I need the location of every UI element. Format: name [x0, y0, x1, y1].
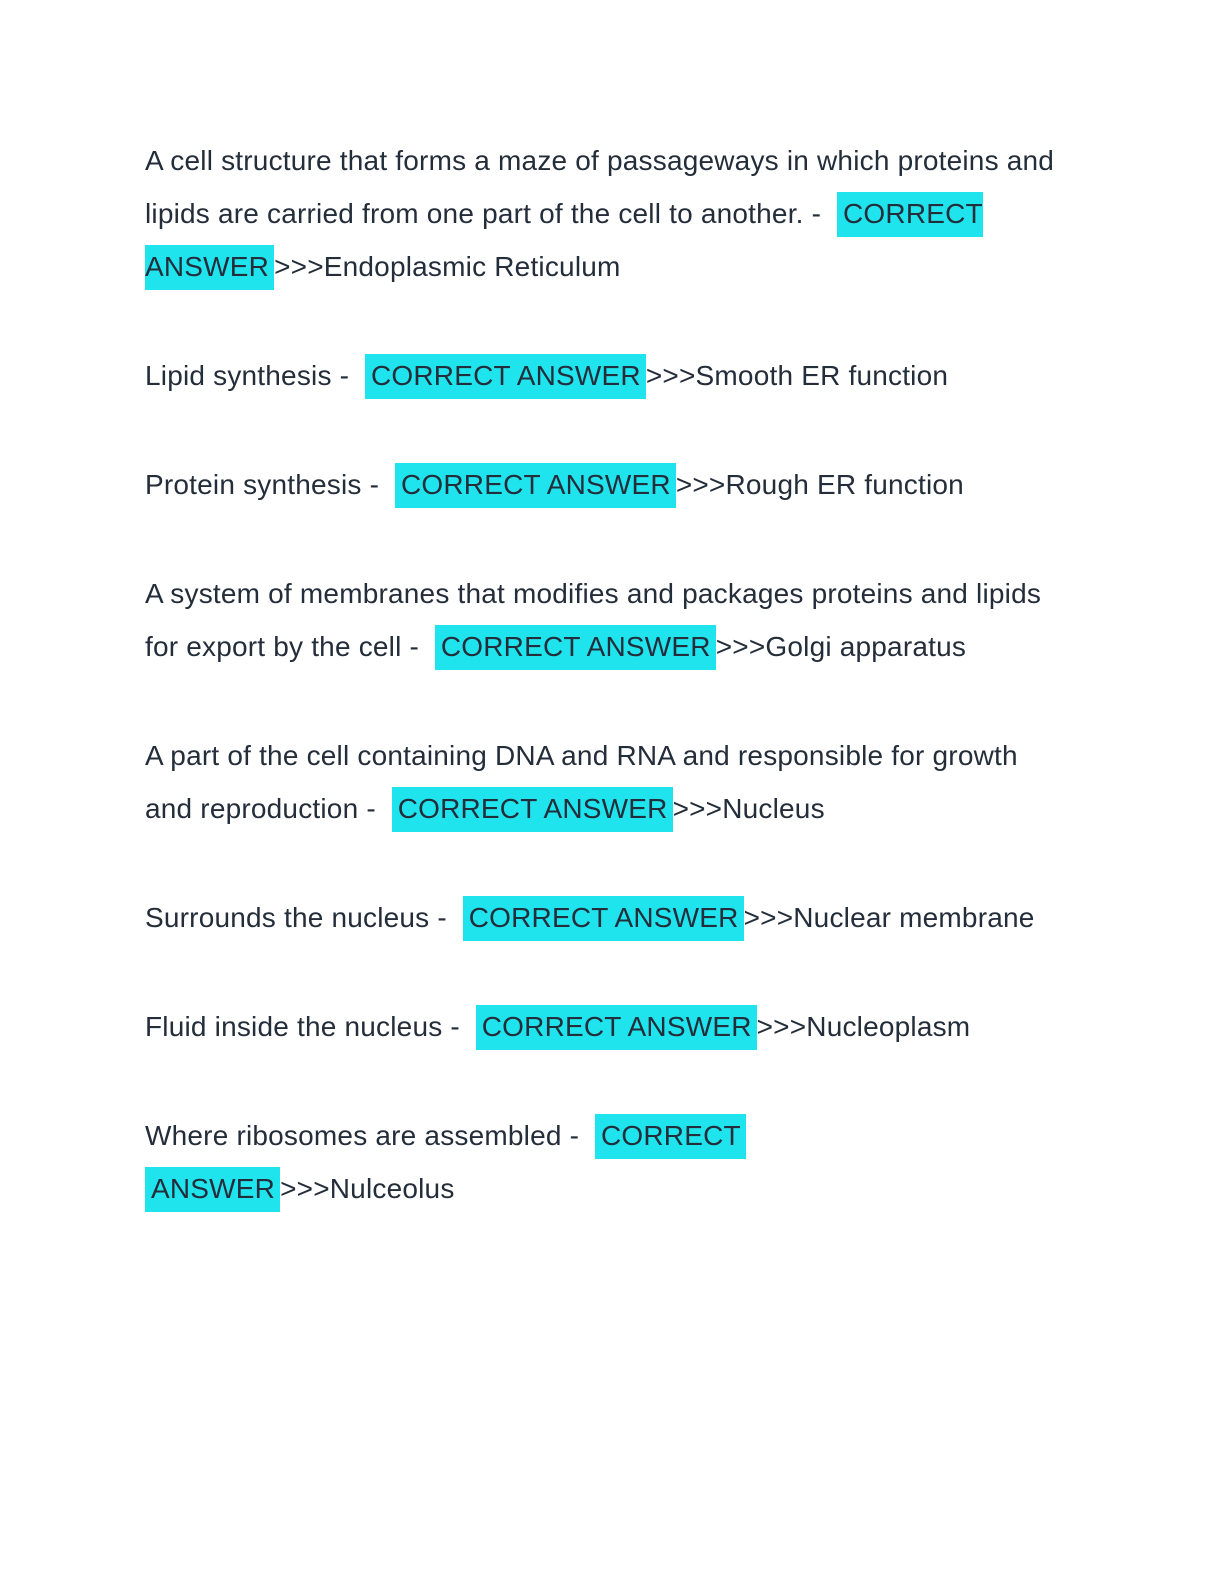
qa-item-5: [145, 729, 1061, 835]
answer-text: Nucleoplasm: [806, 1011, 971, 1042]
qa-item-6: [145, 891, 1061, 944]
qa-item-1: [145, 134, 1061, 293]
dash: -: [569, 1120, 580, 1151]
correct-answer-highlight: CORRECT ANSWER: [145, 192, 983, 290]
answer-text: Nulceolus: [329, 1173, 455, 1204]
dash: -: [366, 793, 376, 824]
correct-answer-highlight: CORRECT ANSWER: [395, 463, 676, 508]
question-text: A system of membranes that modifies and packages proteins and lipids for export by the cell: [145, 578, 1042, 662]
qa-item-4: [145, 567, 1061, 673]
answer-text: Smooth ER function: [695, 360, 949, 391]
dash: -: [369, 469, 380, 500]
separator-arrows: >>>: [675, 469, 726, 500]
correct-answer-highlight: CORRECT ANSWER: [392, 787, 673, 832]
qa-item-2: [145, 349, 1061, 402]
question-text: Where ribosomes are assembled: [145, 1120, 562, 1151]
question-text: Fluid inside the nucleus: [145, 1011, 443, 1042]
correct-answer-highlight: CORRECT: [595, 1114, 746, 1159]
correct-answer-highlight: CORRECT ANSWER: [365, 354, 646, 399]
answer-text: Golgi apparatus: [765, 631, 967, 662]
question-text: Lipid synthesis: [145, 360, 332, 391]
answer-text: Nuclear membrane: [793, 902, 1035, 933]
question-text: Protein synthesis: [145, 469, 362, 500]
separator-arrows: >>>: [672, 793, 723, 824]
answer-text: Nucleus: [722, 793, 825, 824]
dash: -: [811, 198, 822, 229]
dash: -: [437, 902, 447, 933]
dash: -: [339, 360, 350, 391]
answer-text: Rough ER function: [725, 469, 964, 500]
question-text: Surrounds the nucleus: [145, 902, 430, 933]
correct-answer-highlight: CORRECT ANSWER: [476, 1005, 757, 1050]
separator-arrows: >>>: [756, 1011, 807, 1042]
separator-arrows: >>>: [743, 902, 794, 933]
dash: -: [450, 1011, 460, 1042]
separator-arrows: >>>: [280, 1173, 330, 1204]
qa-item-8: [145, 1109, 1061, 1215]
separator-arrows: >>>: [715, 631, 766, 662]
qa-item-3: [145, 458, 1061, 511]
question-text: A part of the cell containing DNA and RNA and responsible for growth and reproduction: [145, 740, 1018, 824]
qa-item-7: [145, 1000, 1061, 1053]
correct-answer-highlight: CORRECT ANSWER: [463, 896, 744, 941]
correct-answer-highlight: ANSWER: [145, 1167, 280, 1212]
dash: -: [409, 631, 420, 662]
separator-arrows: >>>: [645, 360, 696, 391]
question-text: A cell structure that forms a maze of passageways in which proteins and lipids are carried from one part of the cell to another.: [145, 145, 1055, 229]
answer-text: Endoplasmic Reticulum: [323, 251, 621, 282]
separator-arrows: >>>: [274, 251, 324, 282]
correct-answer-highlight: CORRECT ANSWER: [435, 625, 716, 670]
